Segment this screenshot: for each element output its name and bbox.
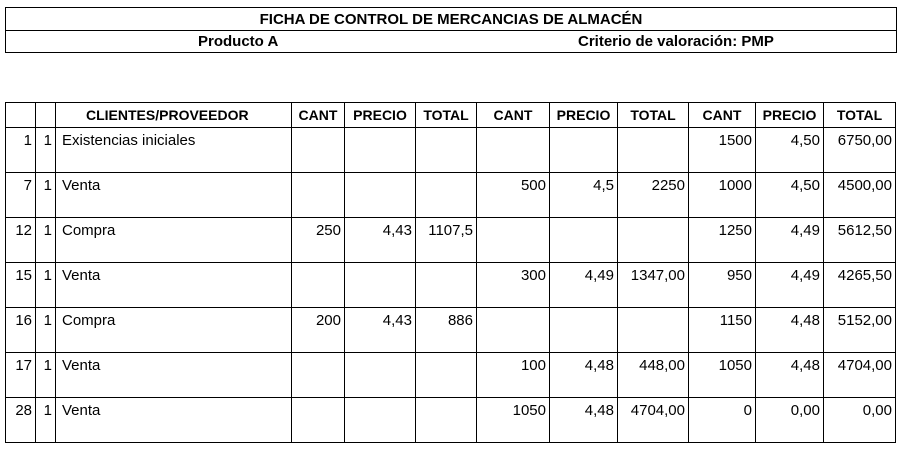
- table-cell: Existencias iniciales: [56, 128, 292, 173]
- table-cell: Venta: [56, 173, 292, 218]
- column-header: [36, 103, 56, 128]
- table-cell: 1: [36, 173, 56, 218]
- table-row: [6, 218, 896, 263]
- table-cell: [345, 263, 416, 308]
- valuation-criterion: Criterio de valoración: PMP: [578, 33, 774, 50]
- table-cell: Venta: [56, 263, 292, 308]
- column-header: PRECIO: [345, 103, 416, 128]
- sheet-title: FICHA DE CONTROL DE MERCANCIAS DE ALMACÉN: [6, 8, 896, 31]
- table-cell: 4500,00: [824, 173, 896, 218]
- column-header: TOTAL: [618, 103, 689, 128]
- sheet-header: [5, 7, 897, 53]
- table-cell: [550, 218, 618, 263]
- table-cell: 4,48: [756, 308, 824, 353]
- table-cell: [618, 218, 689, 263]
- table-cell: 250: [292, 218, 345, 263]
- table-row: [6, 353, 896, 398]
- table-cell: 448,00: [618, 353, 689, 398]
- table-cell: Venta: [56, 398, 292, 443]
- table-cell: [345, 353, 416, 398]
- table-cell: [416, 173, 477, 218]
- table-cell: 4,50: [756, 173, 824, 218]
- table-cell: 1: [36, 218, 56, 263]
- table-cell: 1150: [689, 308, 756, 353]
- table-cell: 1000: [689, 173, 756, 218]
- table-cell: Compra: [56, 308, 292, 353]
- product-label: Producto A: [198, 33, 279, 50]
- table-cell: [292, 263, 345, 308]
- table-cell: [550, 128, 618, 173]
- sheet-subheader: [6, 31, 896, 53]
- column-header: CANT: [292, 103, 345, 128]
- table-cell: 300: [477, 263, 550, 308]
- column-header: TOTAL: [416, 103, 477, 128]
- inventory-table: [5, 102, 896, 443]
- table-cell: 4704,00: [618, 398, 689, 443]
- table-cell: 200: [292, 308, 345, 353]
- table-cell: 4,48: [550, 398, 618, 443]
- column-header: TOTAL: [824, 103, 896, 128]
- column-header: PRECIO: [756, 103, 824, 128]
- table-cell: 5152,00: [824, 308, 896, 353]
- table-cell: [292, 398, 345, 443]
- table-row: [6, 263, 896, 308]
- table-cell: Compra: [56, 218, 292, 263]
- table-cell: 4265,50: [824, 263, 896, 308]
- table-header-row: [6, 103, 896, 128]
- table-cell: 500: [477, 173, 550, 218]
- table-cell: [550, 308, 618, 353]
- table-cell: 1050: [477, 398, 550, 443]
- table-cell: 950: [689, 263, 756, 308]
- table-cell: 4,48: [550, 353, 618, 398]
- table-cell: 1: [36, 398, 56, 443]
- table-cell: [477, 308, 550, 353]
- table-cell: 15: [6, 263, 36, 308]
- table-cell: 6750,00: [824, 128, 896, 173]
- table-cell: Venta: [56, 353, 292, 398]
- table-cell: 2250: [618, 173, 689, 218]
- table-cell: 4,43: [345, 218, 416, 263]
- table-cell: 12: [6, 218, 36, 263]
- table-cell: 886: [416, 308, 477, 353]
- table-cell: 1: [36, 128, 56, 173]
- column-header: PRECIO: [550, 103, 618, 128]
- table-cell: 0,00: [756, 398, 824, 443]
- column-header: [6, 103, 36, 128]
- table-cell: [345, 398, 416, 443]
- table-cell: 28: [6, 398, 36, 443]
- column-header: CANT: [477, 103, 550, 128]
- table-cell: 1: [6, 128, 36, 173]
- table-cell: 1347,00: [618, 263, 689, 308]
- table-cell: 4704,00: [824, 353, 896, 398]
- table-cell: [345, 173, 416, 218]
- table-cell: [477, 218, 550, 263]
- table-cell: [416, 263, 477, 308]
- table-cell: 1500: [689, 128, 756, 173]
- table-cell: 4,49: [756, 218, 824, 263]
- table-cell: 100: [477, 353, 550, 398]
- table-cell: 1: [36, 308, 56, 353]
- table-cell: 4,49: [550, 263, 618, 308]
- table-row: [6, 398, 896, 443]
- table-cell: 1: [36, 263, 56, 308]
- table-cell: 1050: [689, 353, 756, 398]
- table-row: [6, 173, 896, 218]
- table-cell: [416, 398, 477, 443]
- table-cell: 0,00: [824, 398, 896, 443]
- table-cell: 0: [689, 398, 756, 443]
- table-cell: 4,5: [550, 173, 618, 218]
- table-cell: [618, 308, 689, 353]
- table-cell: 1107,5: [416, 218, 477, 263]
- table-cell: [292, 173, 345, 218]
- table-cell: [416, 128, 477, 173]
- table-cell: 4,50: [756, 128, 824, 173]
- table-cell: 4,43: [345, 308, 416, 353]
- table-cell: [477, 128, 550, 173]
- table-row: [6, 128, 896, 173]
- table-cell: 7: [6, 173, 36, 218]
- table-cell: 1: [36, 353, 56, 398]
- table-cell: 5612,50: [824, 218, 896, 263]
- table-cell: 16: [6, 308, 36, 353]
- table-cell: 1250: [689, 218, 756, 263]
- table-row: [6, 308, 896, 353]
- column-header: CLIENTES/PROVEEDOR: [56, 103, 292, 128]
- column-header: CANT: [689, 103, 756, 128]
- table-cell: [292, 128, 345, 173]
- table-body: [6, 128, 896, 443]
- table-cell: [292, 353, 345, 398]
- table-cell: [618, 128, 689, 173]
- table-cell: 4,48: [756, 353, 824, 398]
- table-cell: [416, 353, 477, 398]
- table-cell: 17: [6, 353, 36, 398]
- table-cell: [345, 128, 416, 173]
- table-cell: 4,49: [756, 263, 824, 308]
